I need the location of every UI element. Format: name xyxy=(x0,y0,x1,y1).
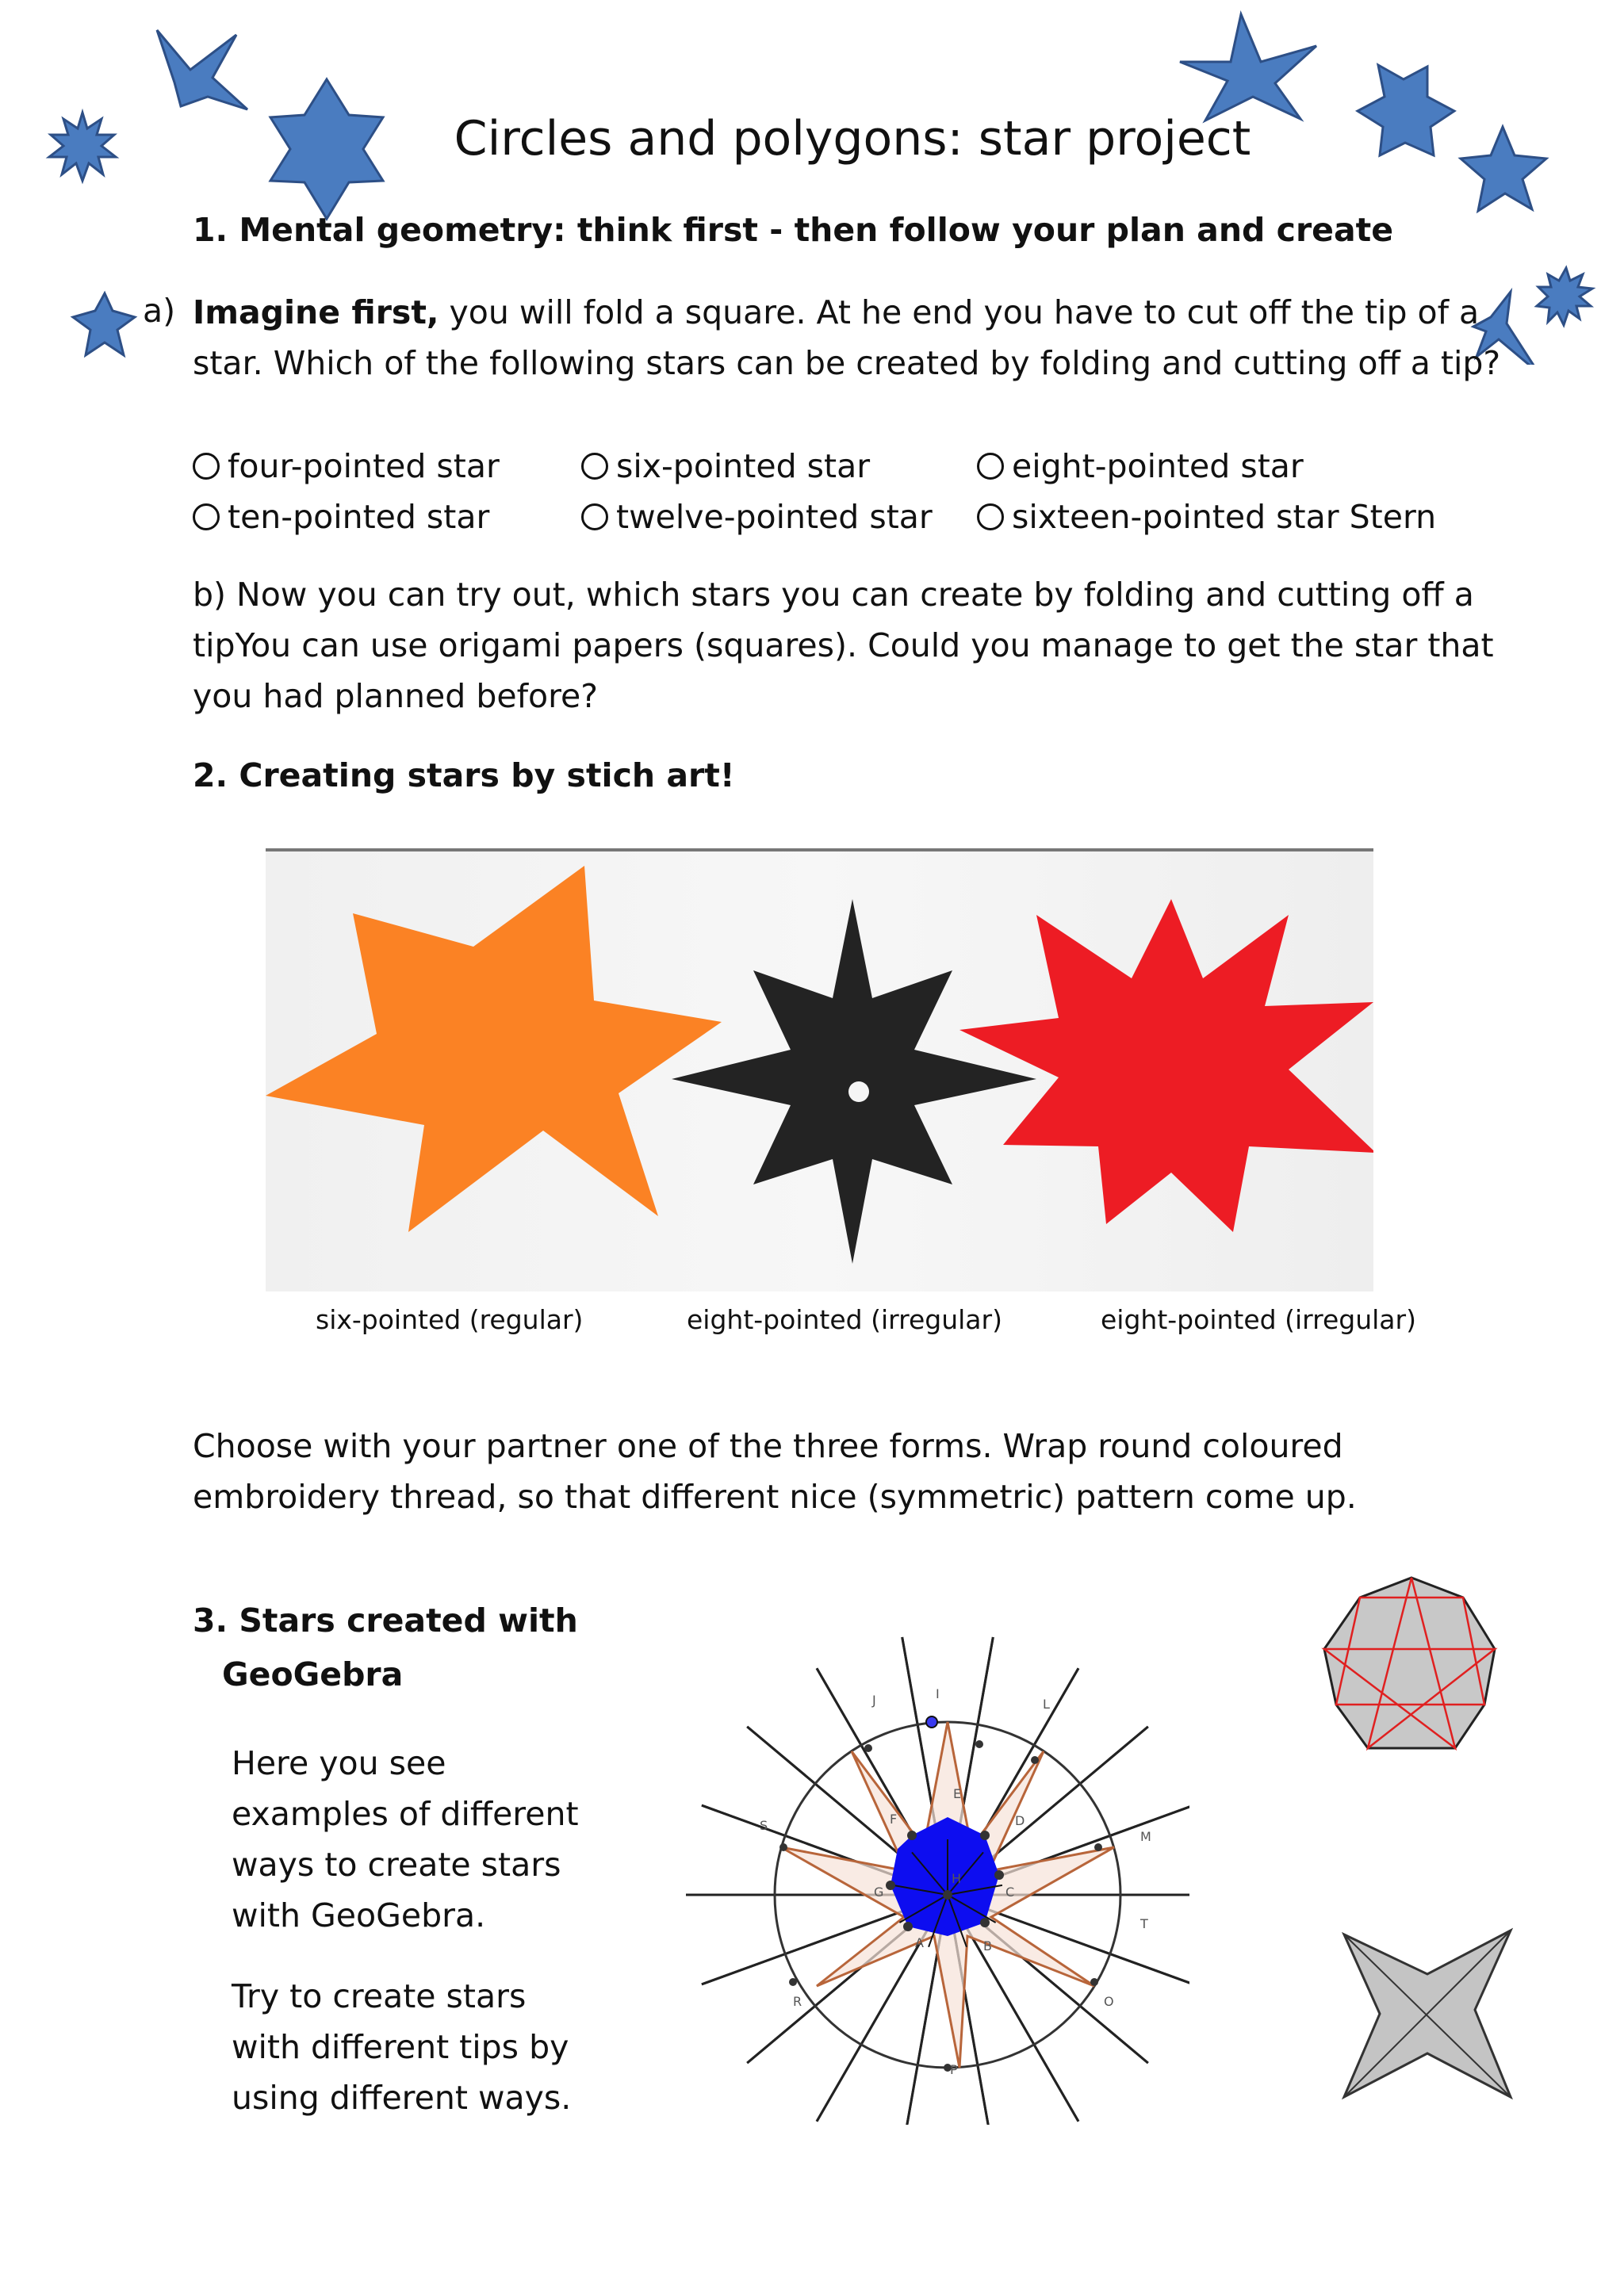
nonagon-star-figure xyxy=(1300,1570,1522,1784)
svg-text:O: O xyxy=(1104,1994,1114,2009)
option-eight-pointed[interactable]: eight-pointed star xyxy=(977,447,1304,485)
stars-photo xyxy=(266,848,1373,1292)
svg-text:D: D xyxy=(1015,1813,1025,1828)
part-a-body: you will fold a square. At he end you have to cut off the tip of a star. Which of the following stars can be created by folding and cutting off a tip? xyxy=(193,293,1501,382)
page-title: Circles and polygons: star project xyxy=(454,111,1251,166)
part-a-bold: Imagine first, xyxy=(193,293,439,331)
instruction-text: Choose with your partner one of the three forms. Wrap round coloured embroidery thread, so that different nice (symmetric) pattern come up. xyxy=(193,1427,1357,1516)
section2-heading: 2. Creating stars by stich art! xyxy=(193,756,735,794)
svg-text:C: C xyxy=(1005,1885,1015,1900)
caption-eight-pointed-red: eight-pointed (irregular) xyxy=(1101,1304,1416,1335)
option-sixteen-pointed[interactable]: sixteen-pointed star Stern xyxy=(977,498,1436,536)
radio-icon[interactable] xyxy=(977,503,1004,530)
svg-text:P: P xyxy=(950,2062,958,2077)
part-b-text: b) Now you can try out, which stars you can create by folding and cutting off a tipYou can use origami papers (squares). Could you manage to get the star that you had planned before? xyxy=(193,576,1494,715)
six-pointed-star-shape xyxy=(266,866,722,1232)
option-six-pointed[interactable]: six-pointed star xyxy=(581,447,870,485)
point-i xyxy=(926,1716,937,1728)
star-center-hole xyxy=(848,1081,869,1102)
option-ten-pointed[interactable]: ten-pointed star xyxy=(193,498,489,536)
svg-text:A: A xyxy=(915,1935,924,1950)
svg-text:E: E xyxy=(953,1786,962,1801)
star-icon xyxy=(73,293,135,355)
svg-text:H: H xyxy=(952,1871,962,1886)
section3-heading-line2: GeoGebra xyxy=(222,1655,404,1693)
radio-icon[interactable] xyxy=(193,453,220,480)
four-pointed-star-figure xyxy=(1340,1927,1515,2101)
svg-text:B: B xyxy=(983,1938,992,1954)
svg-text:L: L xyxy=(1043,1697,1050,1712)
star-icon xyxy=(157,30,247,109)
svg-text:S: S xyxy=(760,1818,768,1833)
svg-text:J: J xyxy=(872,1693,876,1708)
option-twelve-pointed[interactable]: twelve-pointed star xyxy=(581,498,933,536)
geogebra-text-1: Here you see examples of different ways to create stars with GeoGebra. xyxy=(232,1744,579,1934)
svg-text:R: R xyxy=(793,1994,802,2009)
eight-pointed-star-shape-black xyxy=(672,899,1036,1264)
geogebra-text-2: Try to create stars with different tips by using different ways. xyxy=(232,1977,572,2117)
radio-icon[interactable] xyxy=(193,503,220,530)
section1-heading: 1. Mental geometry: think first - then follow your plan and create xyxy=(193,211,1394,249)
option-four-pointed[interactable]: four-pointed star xyxy=(193,447,500,485)
svg-text:F: F xyxy=(890,1812,898,1827)
section3-heading: 3. Stars created with xyxy=(193,1601,578,1640)
eight-pointed-star-shape-red xyxy=(959,899,1373,1232)
part-a-text xyxy=(193,287,1525,388)
svg-text:T: T xyxy=(1140,1916,1148,1931)
caption-six-pointed: six-pointed (regular) xyxy=(316,1304,584,1335)
radio-icon[interactable] xyxy=(581,503,608,530)
radio-icon[interactable] xyxy=(977,453,1004,480)
part-a-marker: a) xyxy=(143,292,176,330)
svg-text:G: G xyxy=(874,1885,884,1900)
star-icon xyxy=(1537,268,1592,325)
svg-text:I: I xyxy=(936,1686,940,1701)
geogebra-construction xyxy=(666,1609,1189,2125)
star-icon xyxy=(1180,14,1316,121)
radio-icon[interactable] xyxy=(581,453,608,480)
svg-text:M: M xyxy=(1140,1829,1151,1844)
caption-eight-pointed-black: eight-pointed (irregular) xyxy=(687,1304,1002,1335)
